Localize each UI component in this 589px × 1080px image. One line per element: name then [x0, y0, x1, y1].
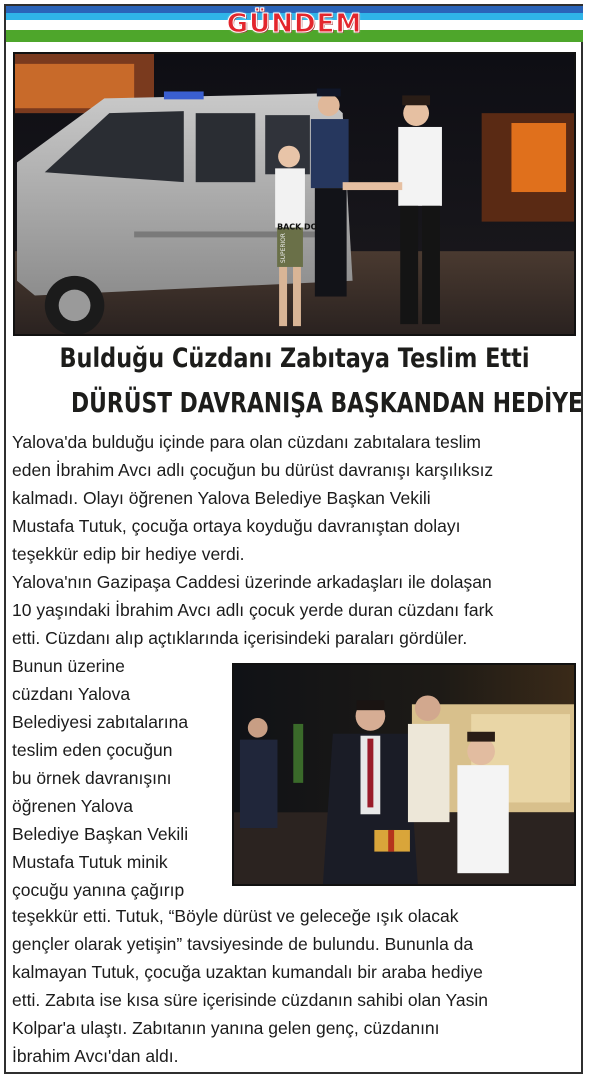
secondary-photo-illustration: [234, 665, 574, 884]
headline-line-1: Bulduğu Cüzdanı Zabıtaya Teslim Etti: [59, 343, 530, 374]
text-line: Mustafa Tutuk, çocuğa ortaya koyduğu davranıştan dolayı: [12, 516, 461, 536]
text-line: kalmadı. Olayı öğrenen Yalova Belediye Başkan Vekili: [12, 488, 431, 508]
paragraph-3-narrow: [12, 652, 188, 904]
text-line: gençler olarak yetişin” tavsiyesinde de bulundu. Bununla da: [12, 934, 474, 954]
text-line: Yalova'da bulduğu içinde para olan cüzdanı zabıtalara teslim: [12, 432, 482, 452]
text-line: 10 yaşındaki İbrahim Avcı adlı çocuk yerde duran cüzdanı fark: [12, 600, 494, 620]
section-label: GÜNDEM: [226, 9, 363, 39]
paragraph-3-continued: [12, 902, 488, 1070]
headline-line-2: DÜRÜST DAVRANIŞA BAŞKANDAN HEDİYE: [71, 386, 583, 419]
paragraph-2: [12, 568, 493, 652]
boy-shirt-text: BACK DO: [277, 222, 318, 232]
text-line: teşekkür edip bir hediye verdi.: [12, 544, 245, 564]
main-news-photo: [13, 52, 576, 336]
text-line: etti. Zabıta ise kısa süre içerisinde cüzdanın sahibi olan Yasin: [12, 990, 489, 1010]
paragraph-1: [12, 428, 493, 568]
text-line: Belediyesi zabıtalarına: [12, 712, 189, 732]
text-line: eden İbrahim Avcı adlı çocuğun bu dürüst davranışı karşılıksız: [12, 460, 494, 480]
text-line: Yalova'nın Gazipaşa Caddesi üzerinde arkadaşları ile dolaşan: [12, 572, 492, 592]
text-line: Belediye Başkan Vekili: [12, 824, 189, 844]
text-line: Mustafa Tutuk minik: [12, 852, 168, 872]
text-line: bu örnek davranışını: [12, 768, 172, 788]
text-line: teşekkür etti. Tutuk, “Böyle dürüst ve geleceğe ışık olacak: [12, 906, 459, 926]
text-line: öğrenen Yalova: [12, 796, 133, 816]
secondary-news-photo: [232, 663, 576, 886]
text-line: Kolpar'a ulaştı. Zabıtanın yanına gelen genç, cüzdanını: [12, 1018, 440, 1038]
text-line: kalmayan Tutuk, çocuğa uzaktan kumandalı bir araba hediye: [12, 962, 483, 982]
text-line: çocuğu yanına çağırıp: [12, 880, 185, 900]
section-header-band: [6, 6, 583, 42]
boy-shorts-text: SUPERIOR: [280, 233, 288, 264]
text-line: teslim eden çocuğun: [12, 740, 173, 760]
text-line: etti. Cüzdanı alıp açtıklarında içerisindeki paraları gördüler.: [12, 628, 468, 648]
text-line: İbrahim Avcı'dan aldı.: [12, 1046, 179, 1066]
main-photo-illustration: [15, 54, 574, 334]
text-line: Bunun üzerine: [12, 656, 125, 676]
text-line: cüzdanı Yalova: [12, 684, 131, 704]
